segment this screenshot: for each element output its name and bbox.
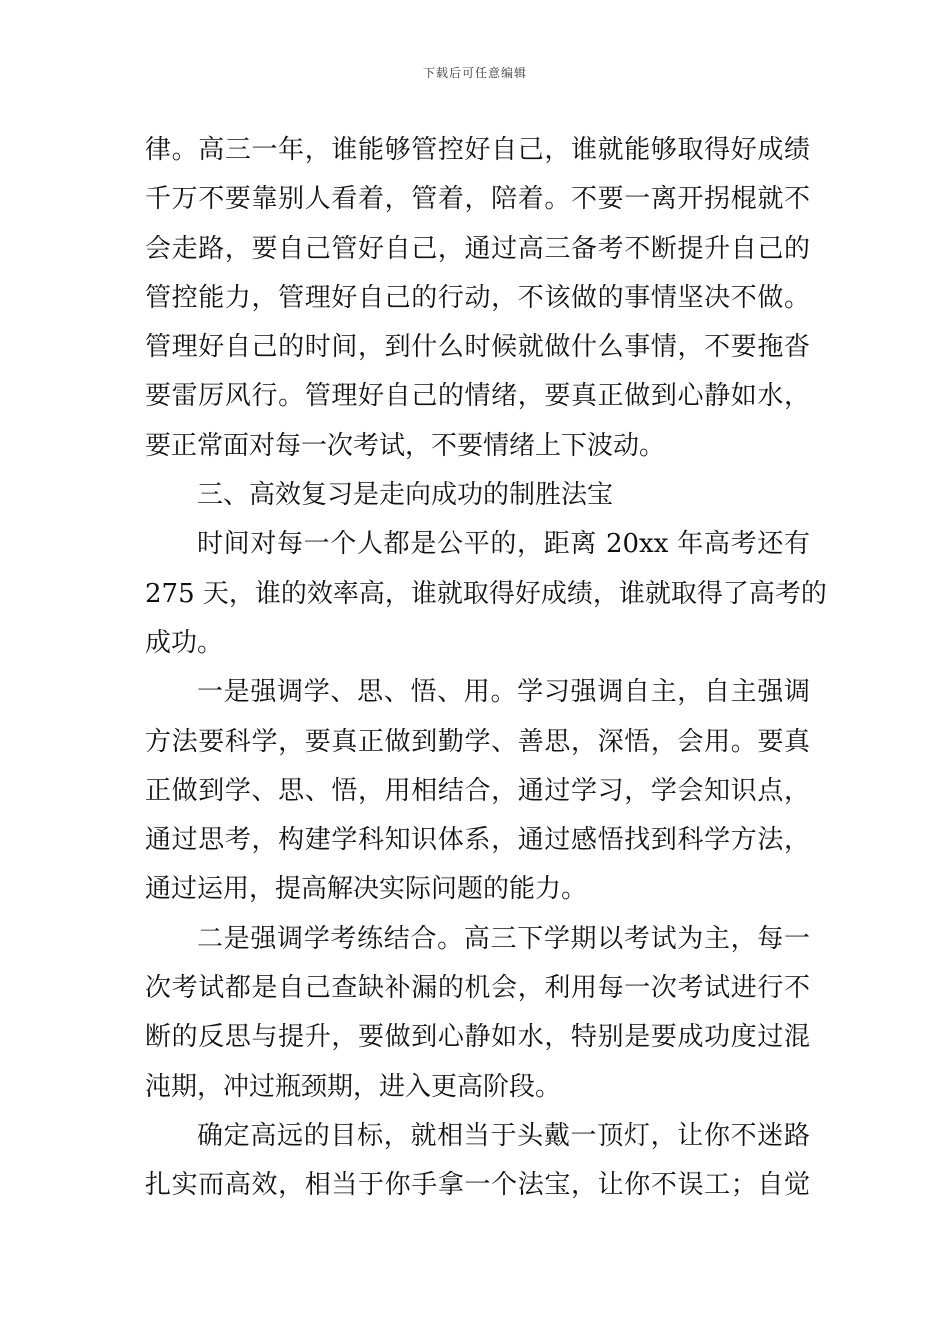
text-line: 成功。 [145, 627, 224, 658]
text-line: 管理好自己的时间，到什么时候就做什么事情，不要拖沓 [145, 332, 810, 363]
text-line: 会走路，要自己管好自己，通过高三备考不断提升自己的 [145, 233, 810, 264]
text-line: 二是强调学考练结合。高三下学期以考试为主，每一 [197, 923, 810, 954]
text-line: 律。高三一年，谁能够管控好自己，谁就能够取得好成绩 [145, 135, 810, 165]
text-line: 时间对每一个人都是公平的，距离 20xx 年高考还有 [197, 529, 810, 560]
text-line: 方法要科学，要真正做到勤学、善思，深悟，会用。要真 [145, 726, 810, 757]
text-line: 通过运用，提高解决实际问题的能力。 [145, 874, 588, 905]
text-line: 千万不要靠别人看着，管着，陪着。不要一离开拐棍就不 [145, 184, 810, 215]
text-line: 次考试都是自己查缺补漏的机会，利用每一次考试进行不 [145, 973, 810, 1004]
text-line: 正做到学、思、悟，用相结合，通过学习，学会知识点， [145, 775, 810, 806]
text-line: 275 天，谁的效率高，谁就取得好成绩，谁就取得了高考的 [145, 578, 827, 609]
text-line: 扎实而高效，相当于你手拿一个法宝，让你不误工；自觉 [145, 1170, 810, 1201]
document-body [145, 126, 827, 1211]
text-line: 管控能力，管理好自己的行动，不该做的事情坚决不做。 [145, 282, 810, 313]
text-line: 一是强调学、思、悟、用。学习强调自主，自主强调 [197, 677, 810, 708]
text-line: 断的反思与提升，要做到心静如水，特别是要成功度过混 [145, 1022, 810, 1053]
text-line: 沌期，冲过瓶颈期，进入更高阶段。 [145, 1071, 562, 1102]
text-line: 确定高远的目标，就相当于头戴一顶灯，让你不迷路 [197, 1120, 810, 1151]
page-header: 下载后可任意编辑 [422, 66, 527, 80]
text-line: 要正常面对每一次考试，不要情绪上下波动。 [145, 430, 666, 461]
text-line: 通过思考，构建学科知识体系，通过感悟找到科学方法， [145, 825, 810, 856]
section-heading: 三、高效复习是走向成功的制胜法宝 [197, 480, 614, 511]
text-line: 要雷厉风行。管理好自己的情绪，要真正做到心静如水， [145, 381, 810, 412]
